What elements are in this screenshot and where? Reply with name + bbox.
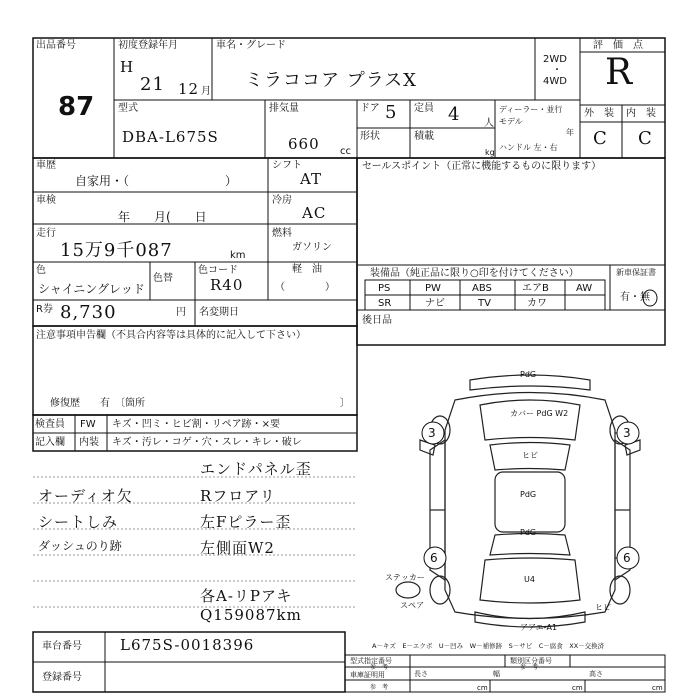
- color-value: シャイニングレッド: [38, 282, 145, 296]
- month-unit: 月: [201, 86, 211, 97]
- mark-spare: スペア: [400, 601, 424, 610]
- load-label: 積載: [414, 131, 434, 142]
- circle-front-right: 3: [623, 426, 631, 440]
- equip-tv: TV: [478, 298, 491, 309]
- km-unit: km: [230, 250, 246, 261]
- shift-label: シフト: [272, 160, 302, 171]
- garage-cert-ref: 参 考: [370, 684, 389, 691]
- height-label: 高さ: [589, 670, 603, 678]
- shaken-value: 年 月( 日: [118, 210, 207, 224]
- class-label: 類別区分番号: [510, 657, 552, 665]
- mark-rear-window: PdG: [520, 528, 537, 537]
- first-reg-label: 初度登録年月: [118, 40, 178, 51]
- mileage-label: 走行: [36, 228, 56, 239]
- fuel-gas: ガソリン: [292, 242, 332, 253]
- doors-label: ドア: [360, 103, 380, 114]
- reg-month: 12: [178, 80, 200, 98]
- sales-point-label: セールスポイント（正常に機能するものに限ります）: [362, 161, 602, 172]
- history-label: 車歴: [36, 160, 56, 171]
- doors-value: 5: [385, 102, 398, 123]
- grade-label: 評 価 点: [593, 40, 643, 51]
- car-name: ミラココア プラスX: [245, 70, 417, 91]
- shaken-label: 車検: [36, 195, 56, 206]
- model-year-label: モデル: [499, 117, 523, 126]
- grade-value: R: [605, 52, 633, 93]
- exterior-grade: C: [593, 128, 608, 149]
- repair-label: 修復歴 有 〔箇所: [50, 398, 145, 409]
- notes-label: 注意事項申告欄（不具合内容等は具体的に記入して下さい）: [36, 330, 306, 341]
- reg-no-label: 登録番号: [42, 672, 82, 683]
- equip-navi: ナビ: [425, 298, 445, 309]
- capacity-value: 4: [448, 104, 461, 125]
- length-label: 長さ: [414, 670, 428, 678]
- drive-4wd: 4WD: [543, 76, 567, 87]
- model-label: 型式: [118, 103, 138, 114]
- displacement-label: 排気量: [269, 103, 299, 114]
- circle-front-left: 3: [428, 426, 436, 440]
- circle-rear-left: 6: [430, 551, 438, 565]
- legend: A－キズ E－エクボ U－凹み W－補修跡 S－サビ C－腐食 XX－交換済: [372, 642, 605, 650]
- mark-windshield: ヒビ: [522, 451, 538, 460]
- lot-no-label: 出品番号: [36, 40, 76, 51]
- capacity-unit: 人: [484, 118, 494, 129]
- cc-unit: cc: [340, 146, 351, 157]
- inspector-label: 検査員: [35, 419, 65, 430]
- color-code-label: 色コード: [198, 265, 238, 276]
- circle-rear-right: 6: [623, 551, 631, 565]
- mark-sticker: ステッカー: [385, 573, 425, 582]
- kg-unit: kg: [485, 148, 495, 157]
- note-rear-floor: Rフロアリ: [200, 487, 276, 505]
- displacement-value: 660: [288, 135, 320, 153]
- equipment-label: 装備品（純正品に限り○印を付けてください）: [370, 268, 579, 279]
- equip-abs: ABS: [472, 283, 492, 294]
- note-audio: オーディオ欠: [38, 487, 133, 505]
- interior-label: 内 装: [626, 108, 656, 119]
- width-label: 幅: [493, 670, 500, 678]
- yen-unit: 円: [176, 307, 186, 318]
- equip-airbag: エアB: [522, 283, 549, 294]
- class-ref: 参 考: [520, 664, 539, 671]
- fw-label: FW: [80, 419, 96, 430]
- note-seat: シートしみ: [38, 513, 119, 531]
- recorder-label: 記入欄: [35, 437, 65, 448]
- color-code: R40: [210, 276, 244, 294]
- mark-rear-right: ヒビ: [595, 603, 611, 612]
- type-approval-ref: 参 考: [370, 664, 389, 671]
- ac-value: AC: [302, 204, 327, 222]
- warranty-value: 有・無: [620, 292, 650, 303]
- mark-hood: カバー PdG W2: [510, 409, 569, 418]
- chassis-value: L675S-0018396: [120, 636, 255, 654]
- model-value: DBA-L675S: [122, 128, 219, 146]
- warranty-label: 新車保証書: [616, 268, 656, 277]
- note-mileage: Q159087km: [200, 606, 302, 624]
- capacity-label: 定員: [414, 103, 434, 114]
- name-change-label: 名変期日: [199, 307, 239, 318]
- rear-label: 後日品: [362, 315, 392, 326]
- fuel-label: 燃料: [272, 228, 292, 239]
- mark-front-bumper: PdG: [520, 370, 537, 379]
- interior-label-check: 内装: [79, 437, 99, 448]
- height-unit: cm: [652, 684, 663, 692]
- handle-label: ハンドル 左・右: [499, 143, 558, 152]
- era: H: [120, 58, 135, 76]
- shape-label: 形状: [360, 131, 380, 142]
- note-pillar: 左Fピラー歪: [200, 513, 292, 531]
- recycle-label: R券: [36, 304, 53, 315]
- shift-value: AT: [300, 170, 323, 188]
- equip-sr: SR: [378, 298, 392, 309]
- equip-leather: カワ: [527, 298, 547, 309]
- note-dash: ダッシュのり跡: [38, 539, 122, 553]
- mark-roof: PdG: [520, 490, 537, 499]
- width-unit: cm: [572, 684, 583, 692]
- note-left-side: 左側面W2: [200, 539, 275, 557]
- length-unit: cm: [477, 684, 488, 692]
- repair-close: 〕: [340, 398, 350, 409]
- mileage-value: 15万9千087: [60, 240, 173, 261]
- garage-cert-label: 車庫証明用: [350, 671, 385, 679]
- exterior-checklist: キズ・凹ミ・ヒビ割・リペア跡・×要: [112, 419, 280, 430]
- exterior-label: 外 装: [584, 108, 614, 119]
- equip-ps: PS: [378, 283, 391, 294]
- interior-checklist: キズ・汚レ・コゲ・穴・スレ・キレ・破レ: [112, 437, 302, 448]
- history-value: 自家用・（ ）: [75, 174, 238, 188]
- model-year-unit: 年: [566, 128, 574, 137]
- color-label: 色: [36, 265, 46, 276]
- drive-2wd: 2WD: [543, 54, 567, 65]
- type-approval-label: 型式指定番号: [350, 657, 392, 665]
- reg-year: 21: [140, 74, 165, 95]
- equip-aw: AW: [576, 283, 593, 294]
- color-change-label: 色替: [153, 273, 173, 284]
- equip-pw: PW: [425, 283, 441, 294]
- interior-grade: C: [638, 128, 653, 149]
- ac-label: 冷房: [272, 195, 292, 206]
- chassis-label: 車台番号: [42, 641, 82, 652]
- drive-dot: ・: [552, 65, 562, 76]
- note-each: 各A-リPアキ: [200, 587, 293, 605]
- fuel-paren: （ ）: [275, 282, 335, 293]
- note-end-panel: エンドパネル歪: [200, 460, 312, 478]
- lot-no: 87: [58, 92, 95, 122]
- car-name-label: 車名・グレード: [216, 40, 286, 51]
- dealer-label: ディーラー・並行: [499, 105, 563, 114]
- recycle-value: 8,730: [60, 302, 117, 323]
- mark-rear-bumper: アアエ-A1: [520, 623, 558, 632]
- mark-trunk: U4: [524, 575, 535, 584]
- fuel-diesel: 軽 油: [292, 264, 322, 275]
